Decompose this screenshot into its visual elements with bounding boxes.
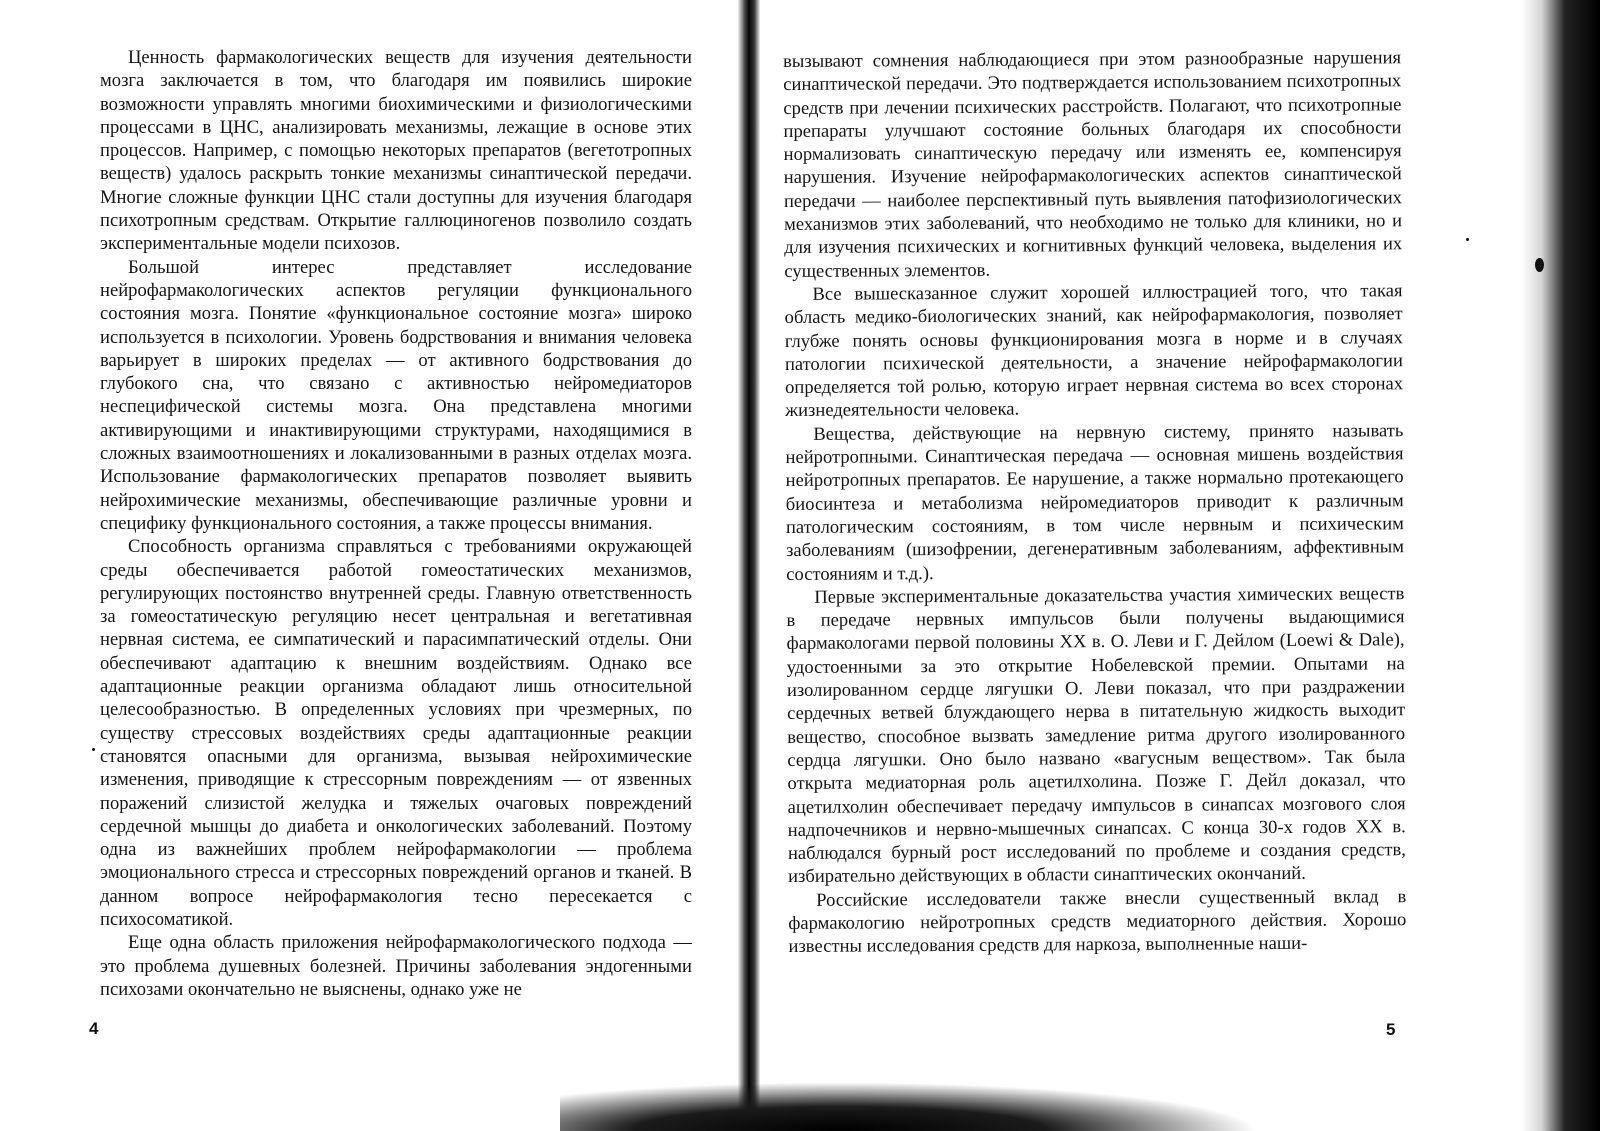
scan-speck xyxy=(1466,238,1469,241)
paragraph: Большой интерес представляет исследование нейрофармакологических аспектов регуляции функционального состояния мозга. Понятие «функциональное состояние мозга» широко используется в психологии. Уровень бодрствования и внимания человека варьирует в широких пределах — от активного бодрствования до глубокого сна, что связано с активностью нейромедиаторов неспецифической системы мозга. Она представлена многими активирующими и инактивирующими структурами, находящимися в сложных взаимоотношениях и локализованными в разных отделах мозга. Использование фармакологических препаратов позволяет выявить нейрохимические механизмы, обеспечивающие различные уровни и специфику функционального состояния, а также процессы внимания. xyxy=(100,256,692,534)
right-page-text xyxy=(783,46,1407,958)
paragraph: Ценность фармакологических веществ для изучения деятельности мозга заключается в том, что благодаря им появились широкие возможности управлять многими биохимическими и физиологическими процессами в ЦНС, анализировать механизмы, лежащие в основе этих процессов. Например, с помощью некоторых препаратов (вегетотропных веществ) удалось раскрыть тонкие механизмы синаптической передачи. Многие сложные функции ЦНС стали доступны для изучения благодаря психотропным средствам. Открытие галлюциногенов позволило создать экспериментальные модели психозов. xyxy=(100,47,692,255)
paragraph: Первые экспериментальные доказательства участия химических веществ в передаче нервных импульсов были получены выдающимися фармакологами первой половины XX в. О. Леви и Г. Дейлом (Loewi & Dale), удостоенными за это открытие Нобелевской премии. Опытами на изолированном сердце лягушки О. Леви показал, что при раздражении сердечных ветвей блуждающего нерва в питательную жидкость выходит вещество, способное вызвать замедление ритма другого изолированного сердца лягушки. Оно было названо «вагусным веществом». Так была открыта медиаторная роль ацетилхолина. Позже Г. Дейл доказал, что ацетилхолин обеспечивает передачу импульсов в синапсах мозгового слоя надпочечников и нервно-мышечных синапсах. С конца 30-х годов XX в. наблюдался бурный рост исследований по проблеме и создания средств, избирательно действующих в области синаптических окончаний. xyxy=(786,583,1406,888)
page-number-left: 4 xyxy=(89,1019,99,1038)
scan-speck xyxy=(1535,258,1544,272)
scan-right-edge xyxy=(1522,0,1600,1131)
paragraph: Вещества, действующие на нервную систему, принято называть нейротропными. Синаптическая передача — основная мишень воздействия нейротропных препаратов. Ее нарушение, а также нормально протекающего биосинтеза и метаболизма нейромедиаторов приводит к различным патологическим состояниям, в том числе нервным и психическим заболеваниям (шизофрении, дегенеративным заболеваниям, аффективным состояниям и т.д.). xyxy=(785,419,1405,585)
book-gutter xyxy=(738,0,760,1131)
paragraph: вызывают сомнения наблюдающиеся при этом разнообразные нарушения синаптической передачи. Это подтверждается использованием психотропных средств при лечении психических расстройств. Полагают, что психотропные препараты улучшают состояние больных благодаря их способности нормализовать синаптическую передачу или изменять ее, компенсируя нарушения. Изучение нейрофармакологических аспектов синаптической передачи — наиболее перспективный путь выявления патофизиологических механизмов этих заболеваний, что необходимо не только для клиники, но и для изучения психических и когнитивных функций человека, выделения их существенных элементов. xyxy=(783,47,1403,282)
paragraph: Способность организма справляться с требованиями окружающей среды обеспечивается работой гомеостатических механизмов, регулирующих постоянство внутренней среды. Главную ответственность за гомеостатическую регуляцию несет центральная и вегетативная нервная система, ее симпатический и парасимпатический отделы. Они обеспечивают адаптацию к внешним воздействиям. Однако все адаптационные реакции организма обладают лишь относительной целесообразностью. В определенных условиях при чрезмерных, по существу стрессовых воздействиях среды адаптационные реакции становятся опасными для организма, вызывая нейрохимические изменения, приводящие к стрессорным повреждениям — от язвенных поражений слизистой желудка и тяжелых очаговых повреждений сердечной мышцы до диабета и онкологических заболеваний. Поэтому одна из важнейших проблем нейрофармакологии — проблема эмоционального стресса и стрессорных повреждений органов и тканей. В данном вопросе нейрофармакология тесно пересекается с психосоматикой. xyxy=(100,536,692,930)
page-number-right: 5 xyxy=(1386,1020,1396,1039)
scan-speck xyxy=(92,748,95,751)
paragraph: Все вышесказанное служит хорошей иллюстрацией того, что такая область медико-биологических знаний, как нейрофармакология, позволяет глубже понять основы функционирования мозга в норме и в случаях патологии психической деятельности, а значение нейрофармакологии определяется той ролью, которую играет нервная система во всех сторонах жизнедеятельности человека. xyxy=(784,280,1404,422)
left-page-text xyxy=(100,46,692,1001)
paragraph: Российские исследователи также внесли существенный вклад в фармакологию нейротропных средств медиаторного действия. Хорошо известны исследования средств для наркоза, выполненные наши- xyxy=(788,885,1407,958)
paragraph: Еще одна область приложения нейрофармакологического подхода — это проблема душевных болезней. Причины заболевания эндогенными психозами окончательно не выяснены, однако уже не xyxy=(100,932,692,1000)
scan-bottom-shadow xyxy=(560,1082,1260,1131)
